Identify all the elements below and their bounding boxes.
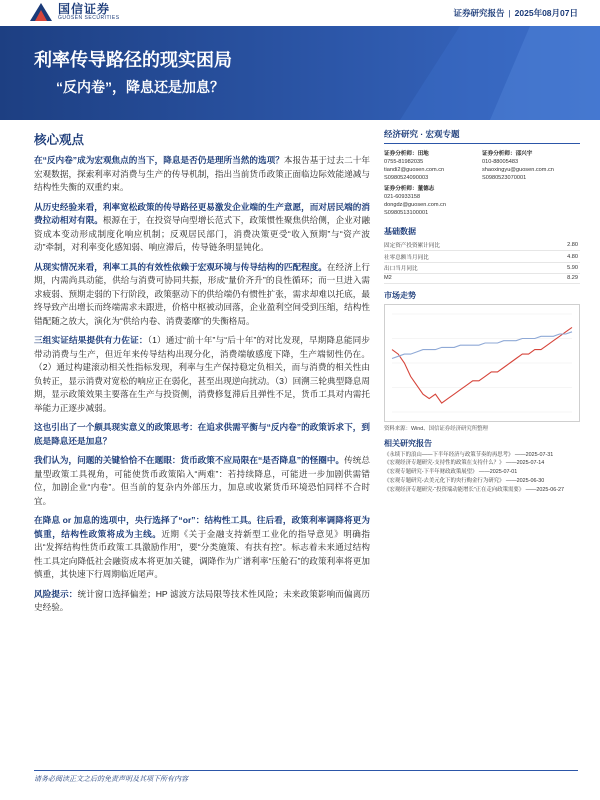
table-row bbox=[384, 251, 580, 262]
analyst-card bbox=[482, 150, 580, 182]
paragraph-body: 根源在于，在投资导向型增长范式下，政策惯性聚焦供给侧，企业对融资成本变动形成制度化响应机制；反观居民部门，消费决策更受“收入预期”与“资产波动”牵制，对利率变化感知弱、响应滞后，传导链条明显钝化。 bbox=[34, 215, 370, 252]
chart-title: 市场走势 bbox=[384, 290, 416, 300]
paragraph bbox=[34, 514, 370, 582]
report-type: 证券研究报告 bbox=[453, 8, 505, 18]
indicator-label: 固定资产投资累计同比 bbox=[384, 240, 543, 251]
paragraph bbox=[34, 201, 370, 255]
report-title: 利率传导路径的现实困局 bbox=[34, 50, 232, 70]
logo-english-name: GUOSEN SECURITIES bbox=[58, 15, 120, 21]
related-reports-list bbox=[384, 452, 580, 495]
indicator-label: 出口当月同比 bbox=[384, 262, 543, 273]
paragraph-lead: 在“反内卷”成为宏观焦点的当下，降息是否仍是理所当然的选项？ bbox=[34, 155, 284, 165]
chart-source-note: 资料来源：Wind、国信证券经济研究所整理 bbox=[384, 425, 488, 432]
analyst-title: 证券分析师：邵兴宇 bbox=[482, 151, 533, 157]
list-item[interactable]: 《宏观专题研究-去美元化下的央行购金行为研究》 ——2025-06-30 bbox=[384, 477, 545, 484]
paragraph bbox=[34, 261, 370, 329]
analyst-title: 证券分析师：董德志 bbox=[384, 186, 435, 192]
paragraph bbox=[34, 588, 370, 615]
indicators-title: 基础数据 bbox=[384, 227, 416, 236]
paragraph bbox=[34, 454, 370, 508]
analyst-cert: S0980523070001 bbox=[482, 175, 527, 181]
market-trend-svg bbox=[384, 304, 580, 422]
report-meta bbox=[453, 7, 578, 19]
paragraph-body: 在经济上行期，内需尚具动能，供给与消费可协同共振，形成“量价齐升”的良性循环；而一旦进入需求疲弱、预期走弱的下行阶段，政策驱动下的供给端仍有惯性扩张，需求却难以托底，最终导致产出增长而终端需求未跟进，价格中枢被动回落，企业盈利空间受到压缩，结构性错配随之放大，演化为“供给内卷、消费萎靡”的失衡格局。 bbox=[34, 261, 370, 326]
indicator-value: 2.80 bbox=[543, 240, 580, 251]
list-item[interactable]: 《永续下的浪山——下半年经济与政策节奏的再思考》 ——2025-07-31 bbox=[384, 451, 554, 458]
paragraph-body: （1）通过“前十年”与“后十年”的对比发现，早期降息能同步带动消费与生产，但近年来传导结构出现分化，消费端敏感度下降，生产端韧性仍在。（2）通过构建滚动相关性指标发现，利率与生产保持稳定负相关，而与消费的相关性由负转正，显示消费对宽松的响应正在弱化，甚至出现逆向扰动。（3）回溯三轮典型降息周期，显示政策效果主要落在生产与投资侧，消费修复滞后且弹性不足，货币工具对内需托举能力正逐步减弱。 bbox=[34, 335, 370, 413]
banner-decoration-icon bbox=[340, 26, 600, 120]
paragraph-lead: 从现实情况来看，利率工具的有效性依赖于宏观环境与传导结构的匹配程度。 bbox=[34, 261, 327, 272]
paragraph bbox=[34, 334, 370, 415]
analyst-title: 证券分析师：田地 bbox=[384, 151, 429, 157]
paragraph bbox=[34, 154, 370, 195]
analyst-cert: S0980524090003 bbox=[384, 175, 429, 181]
indicator-value: 8.29 bbox=[543, 274, 580, 283]
paragraph bbox=[34, 421, 370, 448]
analyst-email[interactable]: tiandi2@guosen.com.cn bbox=[384, 167, 445, 173]
section-title: 核心观点 bbox=[34, 133, 85, 147]
list-item[interactable]: 《宏观经济专题研究-支持性的政策在支持什么？》 ——2025-07-14 bbox=[384, 460, 545, 467]
report-subtitle: “反内卷”，降息还是加息？ bbox=[56, 79, 224, 95]
logo-chinese-name: 国信证券 bbox=[58, 2, 111, 16]
indicator-label: M2 bbox=[384, 274, 543, 283]
paragraph-body: 传统总量型政策工具视角，可能使货币政策陷入“两难”：若持续降息，可能进一步加剧供需错位，加剧企业“内卷”。但当前的复杂内外部压力，加息或收紧货币环境恐怕同样不合时宜。 bbox=[34, 455, 370, 506]
paragraph-lead: 从历史经验来看，利率宽松政策的传导路径更易激发企业端的生产意愿，而对居民端的消费拉动相对有限。 bbox=[34, 201, 370, 225]
paragraph-lead: 在降息 or 加息的选项中，央行选择了“or”：结构性工具。往后看，政策利率调降将更为慎重，结构性政策将成为主线。 bbox=[34, 515, 370, 539]
paragraph-body: 统计窗口选择偏差；HP 滤波方法局限等技术性风险；未来政策影响而偏离历史经验。 bbox=[34, 588, 370, 612]
table-row bbox=[384, 262, 580, 273]
sidebar-heading: 经济研究 · 宏观专题 bbox=[384, 128, 580, 144]
analyst-list bbox=[384, 150, 580, 220]
analyst-phone: 0755-81982035 bbox=[384, 159, 424, 165]
analyst-cert: S0980513100001 bbox=[384, 210, 429, 216]
table-row bbox=[384, 240, 580, 251]
analyst-phone: 021-60933158 bbox=[384, 194, 421, 200]
paragraph-body: 近期《关于金融支持新型工业化的指导意见》明确指出“发挥结构性货币政策工具激励作用”，要“分类施策、有扶有控”。标志着未来通过结构性工具定向降低社会融资成本将更加关键，调降作为广谱利率“压舱石”的政策利率将更加慎重，其快速下行周期临近尾声。 bbox=[34, 528, 370, 579]
brand-logo bbox=[30, 3, 120, 21]
list-item[interactable]: 《宏观经济专题研究-“投资端动能增长”正在走向政策需要》 ——2025-06-27 bbox=[384, 486, 565, 493]
reports-title: 相关研究报告 bbox=[384, 438, 432, 448]
sidebar bbox=[384, 128, 580, 495]
meta-separator: | bbox=[508, 8, 511, 18]
logo-mark-icon bbox=[30, 3, 52, 21]
paragraph-body: 本报告基于过去二十年宏观数据，探索利率对消费与生产的传导机制，指出当前货币政策正面临边际效能递减与结构性失衡的双重约束。 bbox=[34, 155, 370, 192]
indicator-value: 4.80 bbox=[543, 251, 580, 262]
report-date: 2025年08月07日 bbox=[514, 8, 578, 18]
footer-divider bbox=[34, 770, 578, 771]
footer-disclaimer: 请务必阅读正文之后的免责声明及其项下所有内容 bbox=[34, 776, 188, 783]
analyst-email[interactable]: dongdz@guosen.com.cn bbox=[384, 202, 446, 208]
paragraph-lead: 我们认为，问题的关键恰恰不在题眼：货币政策不应局限在“是否降息”的怪圈中。 bbox=[34, 455, 345, 465]
indicators-table bbox=[384, 240, 580, 284]
analyst-phone: 010-88005483 bbox=[482, 159, 519, 165]
market-trend-chart bbox=[384, 304, 580, 422]
indicator-value: 5.90 bbox=[543, 262, 580, 273]
analyst-card bbox=[384, 185, 482, 217]
table-row bbox=[384, 274, 580, 283]
paragraph-lead: 这也引出了一个颇具现实意义的政策思考：在追求供需平衡与“反内卷”的政策诉求下，到底是降息还是加息？ bbox=[34, 422, 370, 446]
title-banner bbox=[0, 26, 600, 120]
analyst-card bbox=[384, 150, 482, 182]
top-bar bbox=[0, 0, 600, 26]
main-content bbox=[34, 128, 370, 621]
indicator-label: 社零总额当月同比 bbox=[384, 251, 543, 262]
paragraph-lead: 风险提示： bbox=[34, 588, 78, 599]
list-item[interactable]: 《宏观专题研究-下半年财政政策展望》 ——2025-07-01 bbox=[384, 469, 518, 476]
analyst-email[interactable]: shaoxingyu@guosen.com.cn bbox=[482, 167, 554, 173]
paragraph-lead: 三组实证结果提供有力佐证： bbox=[34, 335, 148, 345]
